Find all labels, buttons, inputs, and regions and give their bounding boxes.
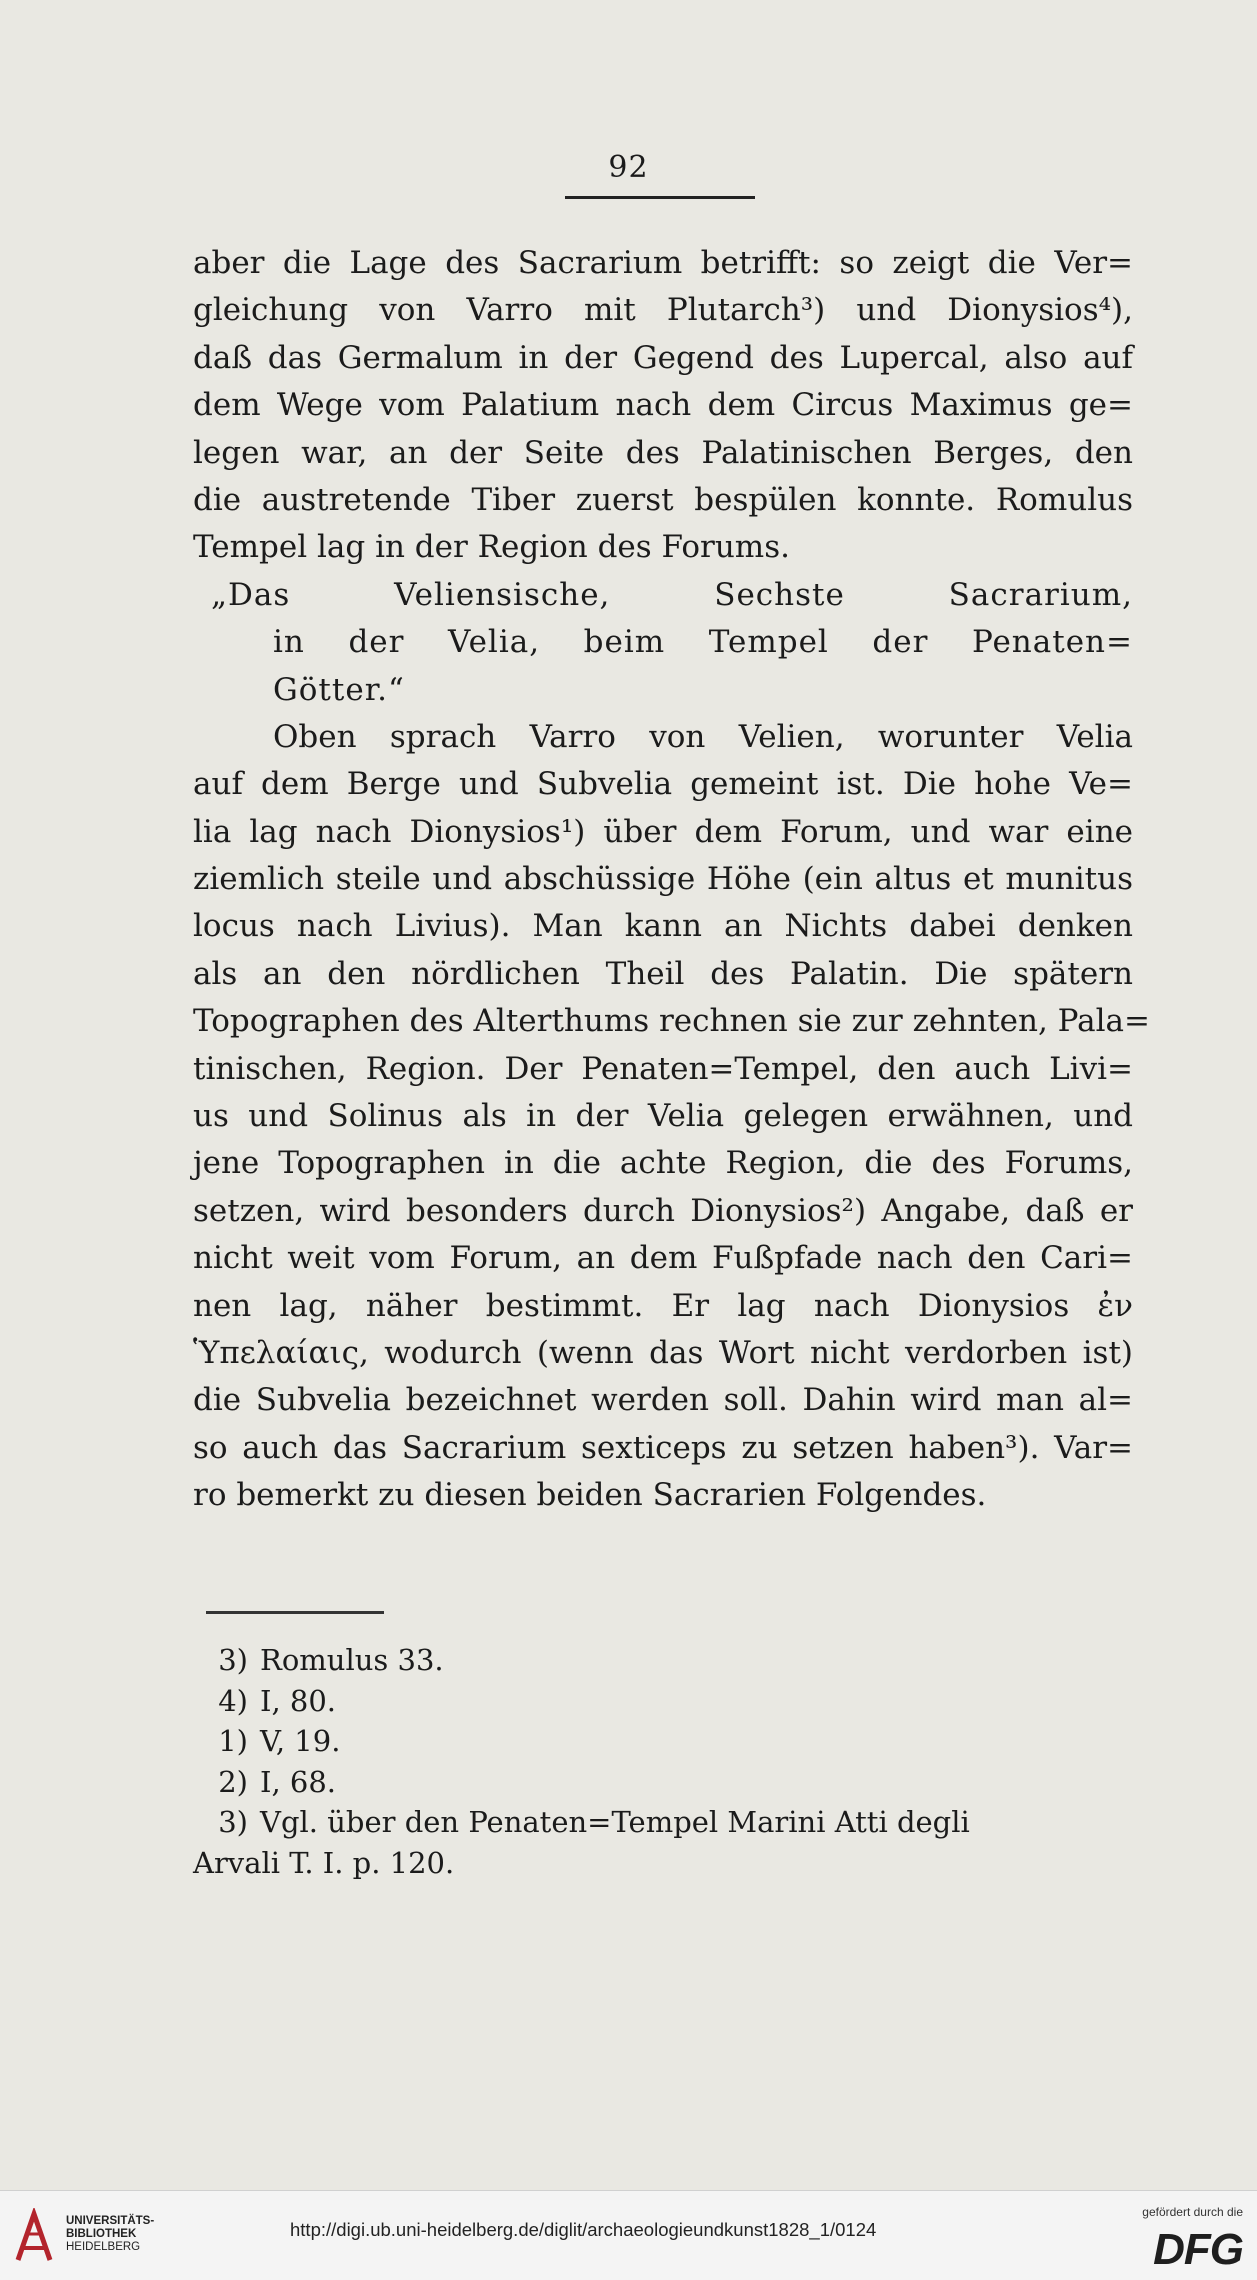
footnote-text: I, 80. (260, 1683, 337, 1718)
footnote-continuation (193, 1843, 1133, 1884)
text-line: ziemlich steile und abschüssige Höhe (ein altus et munitus (193, 861, 1133, 898)
footnotes (193, 1640, 1133, 1883)
footnote (193, 1681, 1133, 1722)
library-name-line: BIBLIOTHEK (66, 2228, 137, 2240)
funding-caption: gefördert durch die (1142, 2205, 1243, 2219)
text-line: locus nach Livius). Man kann an Nichts dabei denken (193, 908, 1133, 945)
text-line: nicht weit vom Forum, an dem Fußpfade nach den Cari= (193, 1240, 1133, 1277)
footnote-text: Romulus 33. (260, 1643, 444, 1677)
text-line: die Subvelia bezeichnet werden soll. Dahin wird man al= (193, 1382, 1133, 1419)
text-line: jene Topographen in die achte Region, die des Forums, (193, 1145, 1133, 1182)
library-name-line: HEIDELBERG (66, 2241, 141, 2253)
permalink-url[interactable]: http://digi.ub.uni-heidelberg.de/diglit/archaeologieundkunst1828_1/0124 (290, 2219, 877, 2240)
text-line: lia lag nach Dionysios¹) über dem Forum, und war eine (193, 813, 1133, 850)
footnote (193, 1762, 1133, 1803)
footnote-number: 1) (218, 1724, 248, 1758)
text-line: daß das Germalum in der Gegend des Lupercal, also auf (193, 339, 1133, 376)
quote-line: „Das Veliensische, Sechste Sacrarium, (211, 576, 1133, 613)
text-line: Oben sprach Varro von Velien, worunter Velia (273, 718, 1133, 755)
header-rule (565, 196, 755, 199)
footnote-number: 3) (218, 1805, 248, 1839)
footnote-number: 3) (218, 1643, 248, 1677)
text-line: tinischen, Region. Der Penaten=Tempel, den auch Livi= (193, 1050, 1133, 1087)
text-line: gleichung von Varro mit Plutarch³) und Dionysios⁴), (193, 292, 1133, 329)
footnote-number: 4) (218, 1683, 248, 1718)
footnote-number: 2) (218, 1764, 248, 1799)
text-line: Tempel lag in der Region des Forums. (193, 529, 790, 566)
text-line: setzen, wird besonders durch Dionysios²) Angabe, daß er (193, 1192, 1133, 1229)
footnote (193, 1802, 1133, 1843)
quote-line: in der Velia, beim Tempel der Penaten= (273, 624, 1133, 661)
text-line: dem Wege vom Palatium nach dem Circus Maximus ge= (193, 387, 1133, 424)
text-line: so auch das Sacrarium sexticeps zu setzen haben³). Var= (193, 1429, 1133, 1466)
text-line: Topographen des Alterthums rechnen sie zur zehnten, Pala= (193, 1003, 1151, 1040)
text-line: als an den nördlichen Theil des Palatin. Die spätern (193, 955, 1133, 992)
text-line: aber die Lage des Sacrarium betrifft: so zeigt die Ver= (193, 245, 1133, 281)
text-line: die austretende Tiber zuerst bespülen konnte. Romulus (193, 481, 1133, 518)
page-number: 92 (608, 150, 649, 185)
text-line: ro bemerkt zu diesen beiden Sacrarien Folgendes. (193, 1477, 987, 1514)
footnote-text: Arvali T. I. p. 120. (193, 1845, 455, 1880)
text-line: Ὑπελαίαις, wodurch (wenn das Wort nicht verdorben ist) (193, 1334, 1133, 1371)
footnote-separator (206, 1611, 384, 1614)
footnote (193, 1640, 1133, 1681)
footnote (193, 1721, 1133, 1762)
text-line: nen lag, näher bestimmt. Er lag nach Dionysios ἐν (193, 1287, 1133, 1324)
text-line: auf dem Berge und Subvelia gemeint ist. Die hohe Ve= (193, 766, 1133, 803)
university-library-logo-icon[interactable] (12, 2208, 56, 2266)
body-text (193, 240, 1151, 1520)
text-line: legen war, an der Seite des Palatinischen Berges, den (193, 434, 1133, 471)
footnote-text: V, 19. (260, 1724, 341, 1758)
quote-line: Götter.“ (273, 671, 405, 708)
library-name[interactable] (66, 2215, 154, 2254)
viewer-footer (0, 2190, 1257, 2280)
text-line: us und Solinus als in der Velia gelegen erwähnen, und (193, 1098, 1133, 1135)
footnote-text: I, 68. (260, 1764, 337, 1799)
footnote-text: Vgl. über den Penaten=Tempel Marini Atti degli (260, 1805, 970, 1839)
library-name-line: UNIVERSITÄTS- (66, 2215, 155, 2227)
dfg-logo[interactable]: DFG (1153, 2225, 1243, 2274)
